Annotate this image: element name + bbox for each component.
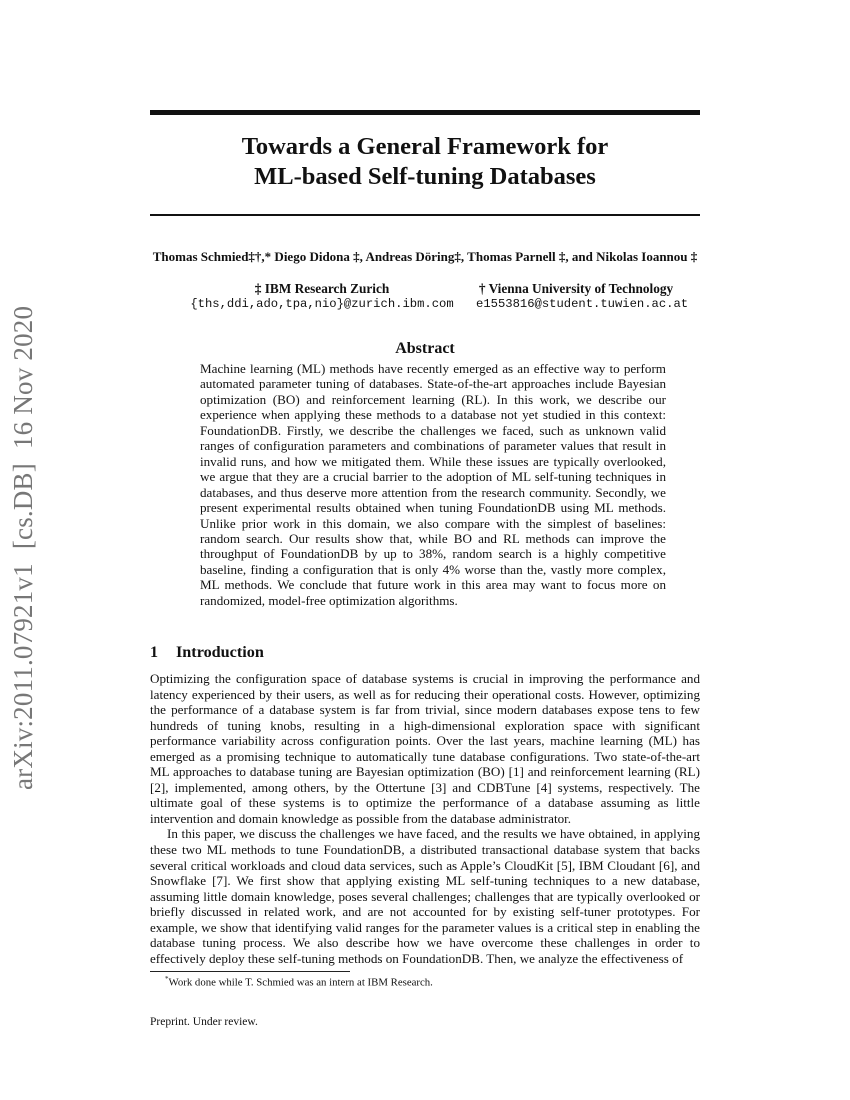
section-number: 1 (150, 643, 159, 661)
footnote-marker: * (165, 975, 169, 983)
affiliation-email: {ths,ddi,ado,tpa,nio}@zurich.ibm.com (190, 297, 454, 311)
paragraph: In this paper, we discuss the challenges we have faced, and the results we have obtained, in applying these two ML methods to tune FoundationDB, a distributed transactional database system that backs several critical workloads and cloud data services, such as Apple’s CloudKit [5], IBM Cloudant [6], and Snowflake [7]. We first show that applying existing ML self-tuning techniques to a new database, assuming little domain knowledge, poses several challenges; challenges that are typically overlooked or briefly discussed in related work, and are not accounted for by existing self-tuner prototypes. For example, we show that identifying valid ranges for the parameter values is a critical step in enabling the database tuning process. We also describe how we have overcome these challenges in order to effectively deploy these self-tuning methods on FoundationDB. Then, we analyze the effectiveness of (150, 826, 700, 966)
footnote-rule (150, 971, 350, 972)
affiliation-email: e1553816@student.tuwien.ac.at (476, 297, 689, 311)
affiliation-tuwien (476, 281, 689, 312)
preprint-notice: Preprint. Under review. (150, 1016, 258, 1028)
author-list: Thomas Schmied‡†,* Diego Didona ‡, Andreas Döring‡, Thomas Parnell ‡, and Nikolas Ioannou ‡ (152, 249, 698, 264)
affiliation-name: † Vienna University of Technology (478, 281, 674, 296)
arxiv-date: 16 Nov 2020 (8, 305, 38, 450)
abstract-body: Machine learning (ML) methods have recently emerged as an effective way to perform automated parameter tuning of databases. State-of-the-art approaches include Bayesian optimization (BO) and reinforcement learning (RL). In this work, we describe our experience when applying these methods to a database not yet studied in this context: FoundationDB. Firstly, we describe the challenges we faced, such as unknown valid ranges of configuration parameters and combinations of parameter values that result in invalid runs, and how we mitigated them. While these issues are typically overlooked, we argue that they are a crucial barrier to the adoption of ML self-tuning techniques in databases, and thus deserve more attention from the research community. Secondly, we present experimental results obtained when tuning FoundationDB using ML methods. Unlike prior work in this domain, we also compare with the simplest of baselines: random search. Our results show that, while BO and RL methods can improve the throughput of FoundationDB by up to 38%, random search is a highly competitive baseline, finding a configuration that is only 4% worse than the, vastly more complex, ML methods. We conclude that future work in this area may want to focus more on randomized, model-free optimization algorithms. (200, 361, 666, 608)
footnote (165, 975, 433, 989)
section-title: Introduction (176, 643, 264, 661)
paper-title (150, 132, 700, 192)
paragraph: Optimizing the configuration space of database systems is crucial in improving the performance and latency experienced by their users, as well as for reducing their operational costs. However, optimizing the performance of a database system is far from trivial, since modern databases expose tens to few hundreds of tuning knobs, resulting in a high-dimensional exploration space with significant performance variability across configuration points. Over the last years, machine learning (ML) has emerged as a promising technique to automatically tune database configurations. Two state-of-the-art ML approaches to database tuning are Bayesian optimization (BO) [1] and reinforcement learning (RL) [2], implemented, among others, by the Ottertune [3] and CDBTune [4] systems, respectively. The ultimate goal of these systems is to optimize the performance of a database assuming as little intervention and domain knowledge as possible from the database administrator. (150, 671, 700, 826)
section-heading-introduction (150, 643, 264, 662)
title-top-rule (150, 110, 700, 115)
title-line-1: Towards a General Framework for (241, 133, 609, 160)
arxiv-category: [cs.DB] (8, 463, 38, 550)
abstract-heading: Abstract (395, 340, 455, 357)
title-bottom-rule (150, 214, 700, 216)
title-line-2: ML-based Self-tuning Databases (254, 163, 596, 190)
introduction-body (150, 671, 700, 966)
arxiv-side-stamp (8, 292, 39, 790)
affiliation-ibm (172, 281, 472, 312)
arxiv-id: arXiv:2011.07921v1 (8, 563, 38, 790)
footnote-text: Work done while T. Schmied was an intern at IBM Research. (168, 976, 433, 989)
affiliation-name: ‡ IBM Research Zurich (254, 281, 390, 296)
